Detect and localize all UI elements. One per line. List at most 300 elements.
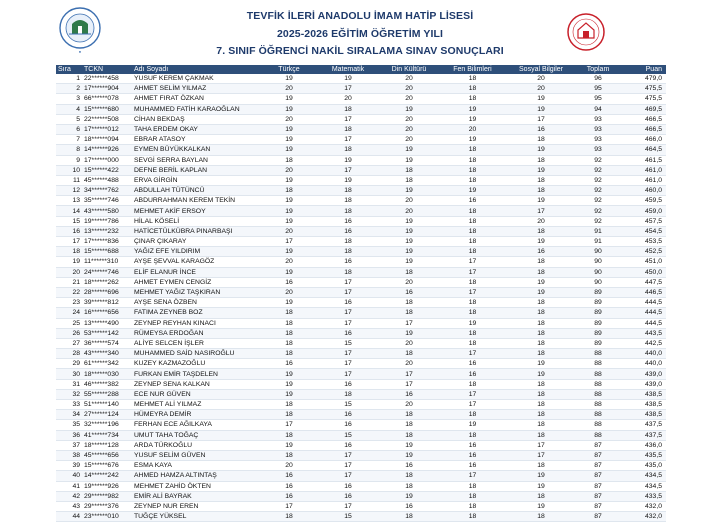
cell-turkce: 19 [260, 124, 318, 134]
cell-sira: 17 [56, 237, 82, 247]
cell-puan: 438,5 [619, 389, 666, 399]
cell-sira: 29 [56, 359, 82, 369]
svg-text:●: ● [78, 49, 82, 54]
cell-tckn: 18******030 [82, 369, 132, 379]
cell-din-kulturu: 16 [378, 287, 440, 297]
cell-name: ABDURRAHMAN KEREM TEKİN [132, 196, 260, 206]
cell-sosyal-bilgiler: 18 [505, 226, 577, 236]
cell-puan: 434,5 [619, 471, 666, 481]
table-row [56, 461, 666, 471]
cell-toplam: 93 [577, 114, 619, 124]
cell-name: UMUT TAHA TOĞAÇ [132, 430, 260, 440]
cell-din-kulturu: 20 [378, 94, 440, 104]
cell-fen-bilimleri: 18 [440, 94, 505, 104]
cell-turkce: 19 [260, 175, 318, 185]
cell-fen-bilimleri: 18 [440, 430, 505, 440]
cell-name: MEHMET ZAHİD ÖKTEN [132, 481, 260, 491]
cell-puan: 466,5 [619, 124, 666, 134]
cell-fen-bilimleri: 18 [440, 247, 505, 257]
cell-name: ALİYE SELCEN İŞLER [132, 338, 260, 348]
cell-turkce: 18 [260, 430, 318, 440]
cell-puan: 450,0 [619, 267, 666, 277]
cell-tckn: 29******982 [82, 491, 132, 501]
table-row [56, 440, 666, 450]
cell-turkce: 19 [260, 104, 318, 114]
cell-toplam: 88 [577, 410, 619, 420]
cell-fen-bilimleri: 17 [440, 400, 505, 410]
cell-turkce: 19 [260, 267, 318, 277]
cell-puan: 461,0 [619, 175, 666, 185]
cell-matematik: 17 [318, 135, 378, 145]
cell-name: FATIMA ZEYNEB BOZ [132, 308, 260, 318]
cell-fen-bilimleri: 18 [440, 481, 505, 491]
cell-toplam: 90 [577, 247, 619, 257]
cell-matematik: 18 [318, 196, 378, 206]
cell-din-kulturu: 20 [378, 206, 440, 216]
cell-fen-bilimleri: 18 [440, 226, 505, 236]
cell-matematik: 16 [318, 379, 378, 389]
cell-sira: 32 [56, 389, 82, 399]
cell-name: ÇINAR ÇIKARAY [132, 237, 260, 247]
cell-fen-bilimleri: 16 [440, 369, 505, 379]
cell-tckn: 18******128 [82, 440, 132, 450]
cell-toplam: 92 [577, 165, 619, 175]
cell-toplam: 87 [577, 471, 619, 481]
cell-toplam: 92 [577, 206, 619, 216]
cell-sosyal-bilgiler: 16 [505, 247, 577, 257]
table-row [56, 155, 666, 165]
cell-sosyal-bilgiler: 19 [505, 369, 577, 379]
cell-matematik: 17 [318, 114, 378, 124]
cell-sira: 42 [56, 491, 82, 501]
cell-tckn: 23******010 [82, 512, 132, 522]
cell-fen-bilimleri: 18 [440, 328, 505, 338]
cell-puan: 466,0 [619, 135, 666, 145]
cell-sosyal-bilgiler: 18 [505, 328, 577, 338]
cell-matematik: 17 [318, 501, 378, 511]
cell-sosyal-bilgiler: 19 [505, 145, 577, 155]
cell-sira: 34 [56, 410, 82, 420]
cell-sosyal-bilgiler: 18 [505, 512, 577, 522]
cell-turkce: 16 [260, 359, 318, 369]
cell-puan: 435,5 [619, 450, 666, 460]
cell-matematik: 16 [318, 298, 378, 308]
cell-matematik: 18 [318, 206, 378, 216]
cell-sira: 1 [56, 74, 82, 84]
cell-matematik: 17 [318, 308, 378, 318]
cell-name: FERHAN ECE AĞILKAYA [132, 420, 260, 430]
cell-din-kulturu: 19 [378, 226, 440, 236]
table-row [56, 308, 666, 318]
cell-fen-bilimleri: 17 [440, 349, 505, 359]
column-turkce-header: Türkçe [260, 65, 318, 74]
cell-sosyal-bilgiler: 19 [505, 287, 577, 297]
cell-sira: 13 [56, 196, 82, 206]
table-row [56, 226, 666, 236]
cell-turkce: 16 [260, 277, 318, 287]
cell-turkce: 17 [260, 501, 318, 511]
cell-toplam: 87 [577, 501, 619, 511]
cell-toplam: 91 [577, 237, 619, 247]
cell-sira: 27 [56, 338, 82, 348]
cell-name: MUHAMMED FATİH KARAOĞLAN [132, 104, 260, 114]
cell-turkce: 19 [260, 389, 318, 399]
cell-din-kulturu: 18 [378, 430, 440, 440]
cell-puan: 461,0 [619, 165, 666, 175]
cell-toplam: 92 [577, 216, 619, 226]
cell-matematik: 19 [318, 74, 378, 84]
cell-tckn: 61******342 [82, 359, 132, 369]
cell-fen-bilimleri: 17 [440, 287, 505, 297]
cell-turkce: 17 [260, 420, 318, 430]
cell-sosyal-bilgiler: 18 [505, 308, 577, 318]
cell-toplam: 87 [577, 491, 619, 501]
cell-sosyal-bilgiler: 20 [505, 84, 577, 94]
cell-toplam: 88 [577, 369, 619, 379]
cell-sosyal-bilgiler: 18 [505, 267, 577, 277]
cell-din-kulturu: 19 [378, 155, 440, 165]
cell-sosyal-bilgiler: 20 [505, 216, 577, 226]
cell-puan: 444,5 [619, 308, 666, 318]
cell-matematik: 15 [318, 430, 378, 440]
cell-fen-bilimleri: 18 [440, 206, 505, 216]
cell-tckn: 15******676 [82, 461, 132, 471]
cell-matematik: 19 [318, 155, 378, 165]
cell-name: TUĞÇE YÜKSEL [132, 512, 260, 522]
cell-sosyal-bilgiler: 19 [505, 237, 577, 247]
cell-din-kulturu: 17 [378, 379, 440, 389]
cell-toplam: 95 [577, 84, 619, 94]
cell-fen-bilimleri: 20 [440, 124, 505, 134]
cell-matematik: 16 [318, 491, 378, 501]
cell-toplam: 92 [577, 155, 619, 165]
cell-din-kulturu: 19 [378, 104, 440, 114]
cell-turkce: 17 [260, 237, 318, 247]
cell-matematik: 17 [318, 450, 378, 460]
cell-din-kulturu: 16 [378, 501, 440, 511]
cell-sosyal-bilgiler: 18 [505, 298, 577, 308]
cell-toplam: 88 [577, 430, 619, 440]
cell-tckn: 28******696 [82, 287, 132, 297]
table-row [56, 481, 666, 491]
cell-sira: 6 [56, 124, 82, 134]
cell-tckn: 22******458 [82, 74, 132, 84]
cell-turkce: 16 [260, 481, 318, 491]
column-din-kulturu-header: Din Kültürü [378, 65, 440, 74]
cell-puan: 439,0 [619, 379, 666, 389]
cell-turkce: 18 [260, 186, 318, 196]
cell-puan: 464,5 [619, 145, 666, 155]
cell-matematik: 18 [318, 247, 378, 257]
cell-sosyal-bilgiler: 18 [505, 338, 577, 348]
cell-matematik: 16 [318, 440, 378, 450]
cell-tckn: 19******786 [82, 216, 132, 226]
table-row [56, 216, 666, 226]
cell-tckn: 36******574 [82, 338, 132, 348]
cell-turkce: 20 [260, 165, 318, 175]
cell-sosyal-bilgiler: 17 [505, 114, 577, 124]
document-title: 7. SINIF ÖĞRENCİ NAKİL SIRALAMA SINAV SONUÇLARI [216, 45, 504, 57]
cell-fen-bilimleri: 16 [440, 196, 505, 206]
cell-turkce: 16 [260, 491, 318, 501]
cell-name: MEHMET AKİF ERSOY [132, 206, 260, 216]
cell-toplam: 93 [577, 135, 619, 145]
table-row [56, 277, 666, 287]
cell-toplam: 93 [577, 124, 619, 134]
cell-sira: 2 [56, 84, 82, 94]
cell-tckn: 35******746 [82, 196, 132, 206]
cell-sosyal-bilgiler: 17 [505, 206, 577, 216]
table-row [56, 430, 666, 440]
cell-name: HATİCETÜLKÜBRA PINARBAŞI [132, 226, 260, 236]
cell-fen-bilimleri: 18 [440, 175, 505, 185]
cell-fen-bilimleri: 19 [440, 135, 505, 145]
cell-din-kulturu: 20 [378, 114, 440, 124]
cell-puan: 469,5 [619, 104, 666, 114]
cell-sosyal-bilgiler: 19 [505, 104, 577, 114]
cell-puan: 440,0 [619, 359, 666, 369]
cell-sira: 25 [56, 318, 82, 328]
cell-tckn: 34******762 [82, 186, 132, 196]
cell-din-kulturu: 19 [378, 491, 440, 501]
cell-turkce: 20 [260, 84, 318, 94]
cell-puan: 437,5 [619, 420, 666, 430]
table-row [56, 94, 666, 104]
cell-din-kulturu: 18 [378, 298, 440, 308]
cell-name: KUZEY KAZMAZOĞLU [132, 359, 260, 369]
cell-sira: 20 [56, 267, 82, 277]
cell-sira: 16 [56, 226, 82, 236]
cell-name: ARDA TÜRKOĞLU [132, 440, 260, 450]
table-row [56, 471, 666, 481]
cell-turkce: 16 [260, 471, 318, 481]
cell-puan: 459,0 [619, 206, 666, 216]
table-row [56, 389, 666, 399]
cell-matematik: 18 [318, 145, 378, 155]
cell-din-kulturu: 19 [378, 237, 440, 247]
table-row [56, 104, 666, 114]
table-row [56, 338, 666, 348]
table-row [56, 328, 666, 338]
cell-tckn: 66******078 [82, 94, 132, 104]
column-sosyal-bilgiler-header: Sosyal Bilgiler [505, 65, 577, 74]
cell-sosyal-bilgiler: 18 [505, 491, 577, 501]
cell-tckn: 17******904 [82, 84, 132, 94]
cell-turkce: 19 [260, 145, 318, 155]
cell-sira: 22 [56, 287, 82, 297]
results-table [56, 65, 666, 522]
cell-din-kulturu: 18 [378, 308, 440, 318]
cell-tckn: 17******012 [82, 124, 132, 134]
cell-sira: 43 [56, 501, 82, 511]
cell-turkce: 18 [260, 328, 318, 338]
cell-sosyal-bilgiler: 19 [505, 481, 577, 491]
cell-puan: 439,0 [619, 369, 666, 379]
cell-tckn: 14******926 [82, 145, 132, 155]
cell-toplam: 87 [577, 440, 619, 450]
cell-matematik: 16 [318, 420, 378, 430]
cell-toplam: 96 [577, 74, 619, 84]
cell-name: ECE NUR GÜVEN [132, 389, 260, 399]
cell-sira: 19 [56, 257, 82, 267]
cell-fen-bilimleri: 17 [440, 471, 505, 481]
table-row [56, 491, 666, 501]
cell-turkce: 18 [260, 400, 318, 410]
cell-fen-bilimleri: 16 [440, 440, 505, 450]
cell-name: FURKAN EMİR TAŞDELEN [132, 369, 260, 379]
cell-turkce: 19 [260, 247, 318, 257]
cell-puan: 437,5 [619, 430, 666, 440]
cell-puan: 459,5 [619, 196, 666, 206]
column-matematik-header: Matematik [318, 65, 378, 74]
cell-din-kulturu: 19 [378, 247, 440, 257]
cell-name: AHMET SELİM YILMAZ [132, 84, 260, 94]
cell-sira: 5 [56, 114, 82, 124]
academic-year: 2025-2026 EĞİTİM ÖĞRETİM YILI [276, 28, 444, 40]
cell-sosyal-bilgiler: 20 [505, 74, 577, 84]
cell-tckn: 17******000 [82, 155, 132, 165]
table-row [56, 237, 666, 247]
cell-din-kulturu: 19 [378, 328, 440, 338]
cell-tckn: 29******376 [82, 501, 132, 511]
cell-sosyal-bilgiler: 19 [505, 196, 577, 206]
cell-puan: 461,5 [619, 155, 666, 165]
cell-sira: 38 [56, 450, 82, 460]
cell-sosyal-bilgiler: 18 [505, 461, 577, 471]
cell-din-kulturu: 19 [378, 186, 440, 196]
cell-turkce: 19 [260, 206, 318, 216]
cell-fen-bilimleri: 18 [440, 277, 505, 287]
cell-fen-bilimleri: 18 [440, 512, 505, 522]
cell-matematik: 17 [318, 369, 378, 379]
cell-sira: 39 [56, 461, 82, 471]
cell-toplam: 95 [577, 94, 619, 104]
cell-name: ABDULLAH TÜTÜNCÜ [132, 186, 260, 196]
cell-din-kulturu: 19 [378, 216, 440, 226]
cell-matematik: 17 [318, 461, 378, 471]
cell-tckn: 51******140 [82, 400, 132, 410]
column-name-header: Adı Soyadı [132, 65, 260, 74]
cell-toplam: 89 [577, 298, 619, 308]
cell-sosyal-bilgiler: 17 [505, 440, 577, 450]
cell-puan: 440,0 [619, 349, 666, 359]
cell-name: AHMET FIRAT ÖZKAN [132, 94, 260, 104]
cell-sira: 12 [56, 186, 82, 196]
table-header-row [56, 65, 666, 74]
cell-tckn: 32******196 [82, 420, 132, 430]
cell-name: YUSUF KEREM ÇAKMAK [132, 74, 260, 84]
cell-fen-bilimleri: 19 [440, 114, 505, 124]
table-row [56, 298, 666, 308]
cell-name: MEHMET ALİ YILMAZ [132, 400, 260, 410]
cell-din-kulturu: 18 [378, 175, 440, 185]
cell-name: TAHA ERDEM OKAY [132, 124, 260, 134]
cell-puan: 432,0 [619, 501, 666, 511]
cell-name: ZEYNEP SENA KALKAN [132, 379, 260, 389]
cell-matematik: 19 [318, 175, 378, 185]
cell-sira: 33 [56, 400, 82, 410]
cell-turkce: 18 [260, 338, 318, 348]
cell-toplam: 88 [577, 420, 619, 430]
cell-turkce: 18 [260, 450, 318, 460]
cell-turkce: 19 [260, 379, 318, 389]
cell-sira: 14 [56, 206, 82, 216]
cell-tckn: 45******656 [82, 450, 132, 460]
column-sira-header: Sıra [56, 65, 82, 74]
cell-din-kulturu: 19 [378, 450, 440, 460]
table-row [56, 450, 666, 460]
cell-tckn: 13******490 [82, 318, 132, 328]
cell-tckn: 11******310 [82, 257, 132, 267]
cell-tckn: 39******812 [82, 298, 132, 308]
cell-name: EBRAR ATASOY [132, 135, 260, 145]
cell-name: AHMED HAMZA ALTINTAŞ [132, 471, 260, 481]
cell-puan: 433,5 [619, 491, 666, 501]
cell-sosyal-bilgiler: 18 [505, 175, 577, 185]
cell-sira: 3 [56, 94, 82, 104]
table-row [56, 165, 666, 175]
table-row [56, 379, 666, 389]
cell-matematik: 18 [318, 104, 378, 114]
cell-din-kulturu: 19 [378, 440, 440, 450]
cell-matematik: 17 [318, 349, 378, 359]
cell-turkce: 19 [260, 74, 318, 84]
cell-toplam: 88 [577, 379, 619, 389]
table-row [56, 84, 666, 94]
cell-name: EMİR ALİ BAYRAK [132, 491, 260, 501]
cell-sosyal-bilgiler: 18 [505, 155, 577, 165]
cell-toplam: 87 [577, 512, 619, 522]
cell-name: AHMET EYMEN CENGİZ [132, 277, 260, 287]
cell-sosyal-bilgiler: 18 [505, 400, 577, 410]
cell-name: ZEYNEP REYHAN KINACI [132, 318, 260, 328]
cell-din-kulturu: 17 [378, 369, 440, 379]
cell-puan: 432,0 [619, 512, 666, 522]
cell-fen-bilimleri: 18 [440, 338, 505, 348]
cell-sosyal-bilgiler: 18 [505, 430, 577, 440]
cell-fen-bilimleri: 18 [440, 501, 505, 511]
cell-turkce: 19 [260, 135, 318, 145]
cell-matematik: 16 [318, 481, 378, 491]
cell-toplam: 91 [577, 226, 619, 236]
cell-puan: 442,5 [619, 338, 666, 348]
cell-turkce: 19 [260, 94, 318, 104]
cell-din-kulturu: 18 [378, 267, 440, 277]
cell-fen-bilimleri: 18 [440, 379, 505, 389]
cell-matematik: 16 [318, 226, 378, 236]
cell-puan: 438,5 [619, 400, 666, 410]
cell-matematik: 17 [318, 165, 378, 175]
cell-toplam: 89 [577, 318, 619, 328]
cell-toplam: 92 [577, 196, 619, 206]
cell-puan: 475,5 [619, 94, 666, 104]
cell-fen-bilimleri: 18 [440, 74, 505, 84]
table-row [56, 501, 666, 511]
cell-fen-bilimleri: 18 [440, 145, 505, 155]
cell-puan: 453,5 [619, 237, 666, 247]
cell-toplam: 88 [577, 400, 619, 410]
cell-tckn: 45******488 [82, 175, 132, 185]
cell-sosyal-bilgiler: 18 [505, 389, 577, 399]
cell-puan: 444,5 [619, 318, 666, 328]
cell-turkce: 18 [260, 155, 318, 165]
cell-din-kulturu: 20 [378, 84, 440, 94]
cell-matematik: 18 [318, 237, 378, 247]
cell-name: HÜMEYRA DEMİR [132, 410, 260, 420]
cell-toplam: 87 [577, 450, 619, 460]
table-row [56, 512, 666, 522]
cell-din-kulturu: 17 [378, 318, 440, 328]
